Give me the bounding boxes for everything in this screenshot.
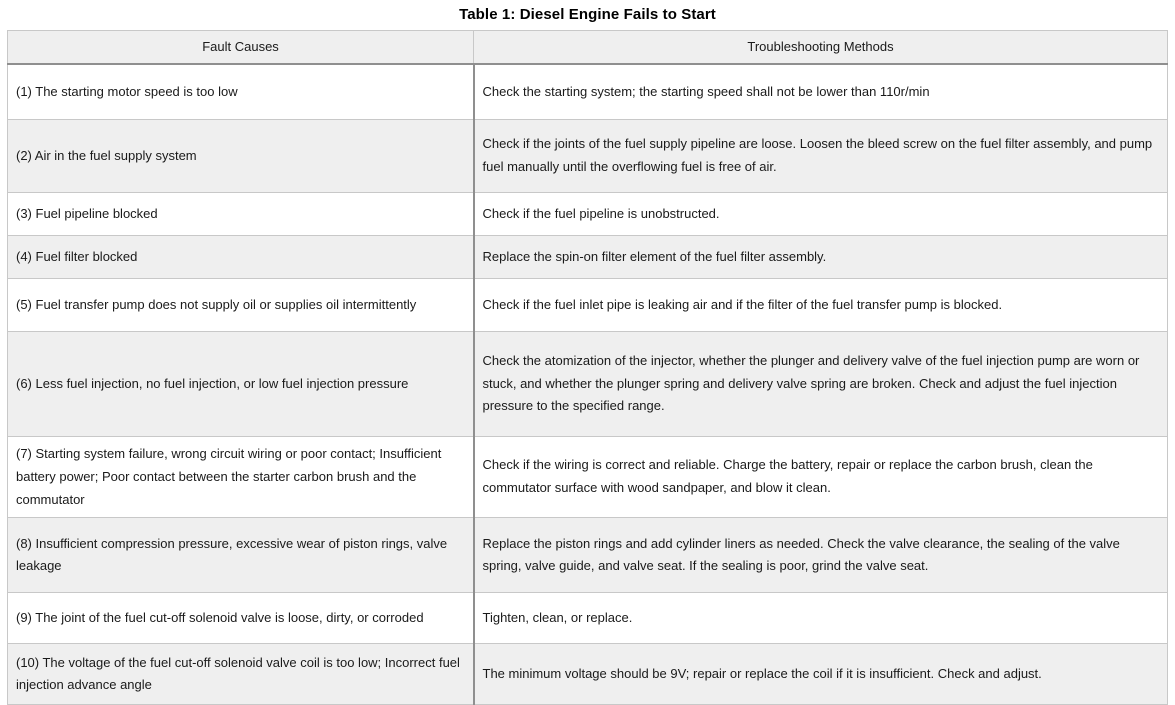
cell-fault-cause: (2) Air in the fuel supply system [8,120,474,193]
cell-troubleshooting-method: Check the atomization of the injector, whether the plunger and delivery valve of the fuel injection pump are worn or stuck, and whether the plunger spring and delivery valve spring are broken. Check and adjust the fuel injection pressure to the specified range. [474,332,1168,437]
table-row [8,279,1168,332]
cell-troubleshooting-method: Replace the piston rings and add cylinder liners as needed. Check the valve clearance, the sealing of the valve spring, valve guide, and valve seat. If the sealing is poor, grind the valve seat. [474,518,1168,593]
cell-fault-cause: (5) Fuel transfer pump does not supply oil or supplies oil intermittently [8,279,474,332]
cell-fault-cause: (1) The starting motor speed is too low [8,64,474,120]
cell-fault-cause: (9) The joint of the fuel cut-off solenoid valve is loose, dirty, or corroded [8,593,474,644]
table-title: Table 1: Diesel Engine Fails to Start [459,6,716,23]
cell-troubleshooting-method: The minimum voltage should be 9V; repair or replace the coil if it is insufficient. Check and adjust. [474,644,1168,705]
table-row [8,593,1168,644]
table-header-row [8,31,1168,65]
cell-troubleshooting-method: Check if the wiring is correct and reliable. Charge the battery, repair or replace the carbon brush, clean the commutator surface with wood sandpaper, and blow it clean. [474,437,1168,518]
table-row [8,644,1168,705]
column-header-troubleshooting-methods: Troubleshooting Methods [474,31,1168,65]
cell-fault-cause: (8) Insufficient compression pressure, excessive wear of piston rings, valve leakage [8,518,474,593]
cell-troubleshooting-method: Check if the fuel inlet pipe is leaking air and if the filter of the fuel transfer pump is blocked. [474,279,1168,332]
table-row [8,236,1168,279]
cell-fault-cause: (6) Less fuel injection, no fuel injection, or low fuel injection pressure [8,332,474,437]
cell-fault-cause: (4) Fuel filter blocked [8,236,474,279]
cell-troubleshooting-method: Check if the fuel pipeline is unobstructed. [474,193,1168,236]
cell-fault-cause: (7) Starting system failure, wrong circuit wiring or poor contact; Insufficient battery power; Poor contact between the starter carbon brush and the commutator [8,437,474,518]
table-row [8,120,1168,193]
table-row [8,193,1168,236]
cell-fault-cause: (10) The voltage of the fuel cut-off solenoid valve coil is too low; Incorrect fuel injection advance angle [8,644,474,705]
table-row [8,518,1168,593]
table-row [8,437,1168,518]
table-row [8,64,1168,120]
cell-troubleshooting-method: Check the starting system; the starting speed shall not be lower than 110r/min [474,64,1168,120]
column-header-fault-causes: Fault Causes [8,31,474,65]
table-row [8,332,1168,437]
cell-fault-cause: (3) Fuel pipeline blocked [8,193,474,236]
fault-troubleshooting-table [7,30,1168,705]
cell-troubleshooting-method: Check if the joints of the fuel supply pipeline are loose. Loosen the bleed screw on the fuel filter assembly, and pump fuel manually until the overflowing fuel is free of air. [474,120,1168,193]
cell-troubleshooting-method: Tighten, clean, or replace. [474,593,1168,644]
cell-troubleshooting-method: Replace the spin-on filter element of the fuel filter assembly. [474,236,1168,279]
